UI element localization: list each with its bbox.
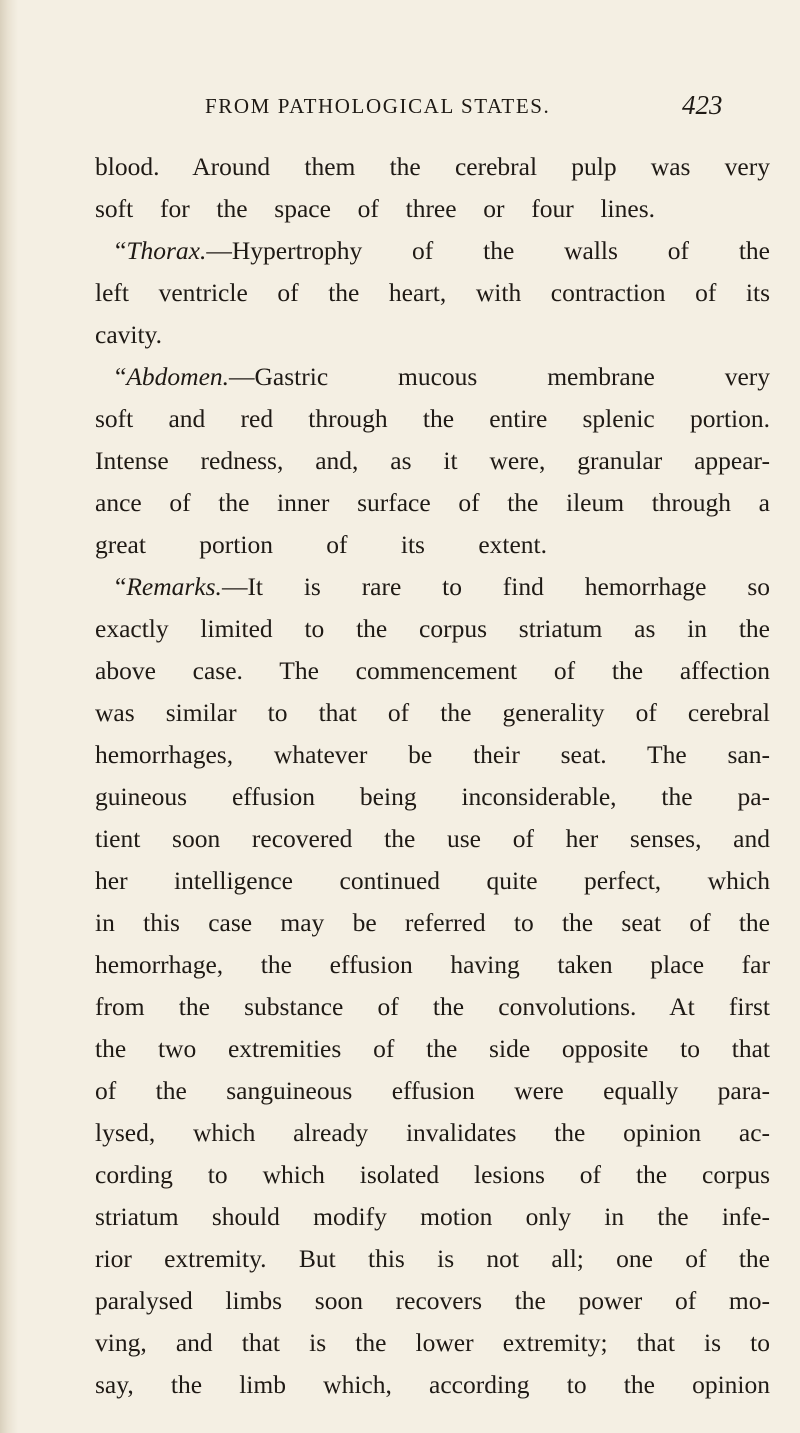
text-line: guineous effusion being inconsiderable, the pa- — [95, 782, 770, 811]
text-line: paralysed limbs soon recovers the power of mo- — [95, 1286, 770, 1315]
section-heading-abdomen: Abdomen. — [126, 362, 230, 391]
text-line: from the substance of the convolutions. At first — [95, 992, 770, 1021]
section-heading-thorax: Thorax. — [126, 236, 207, 265]
text-line: lysed, which already invalidates the opinion ac- — [95, 1118, 770, 1147]
text-line: left ventricle of the heart, with contraction of its — [95, 278, 770, 307]
text-line: above case. The commencement of the affection — [95, 656, 770, 685]
page-number: 423 — [682, 90, 723, 120]
text-line: striatum should modify motion only in the infe- — [95, 1202, 770, 1231]
text-line: say, the limb which, according to the opinion — [95, 1370, 770, 1399]
section-heading-remarks: Remarks. — [126, 572, 222, 601]
text-line: in this case may be referred to the seat of the — [95, 908, 770, 937]
text-line: hemorrhages, whatever be their seat. The san- — [95, 740, 770, 769]
binding-gutter-shadow — [0, 0, 18, 1433]
body-text — [95, 146, 770, 1406]
running-head — [0, 90, 800, 128]
text-line: “Abdomen.—Gastric mucous membrane very — [115, 362, 770, 391]
text-line: cording to which isolated lesions of the corpus — [95, 1160, 770, 1189]
text-line: “Thorax.—Hypertrophy of the walls of the — [115, 236, 770, 265]
text-line: ving, and that is the lower extremity; that is to — [95, 1328, 770, 1357]
running-head-title: FROM PATHOLOGICAL STATES. — [205, 94, 551, 118]
text-line: “Remarks.—It is rare to find hemorrhage so — [115, 572, 770, 601]
text-line: was similar to that of the generality of cerebral — [95, 698, 770, 727]
text-line: cavity. — [95, 320, 163, 349]
text-line: the two extremities of the side opposite to that — [95, 1034, 770, 1063]
text-line: great portion of its extent. — [95, 530, 547, 559]
text-line: ance of the inner surface of the ileum through a — [95, 488, 770, 517]
text-line: of the sanguineous effusion were equally para- — [95, 1076, 770, 1105]
text-line: blood. Around them the cerebral pulp was very — [95, 152, 770, 181]
text-line: soft and red through the entire splenic portion. — [95, 404, 770, 433]
text-line: Intense redness, and, as it were, granular appear- — [95, 446, 770, 475]
text-line: exactly limited to the corpus striatum as in the — [95, 614, 770, 643]
text-line: tient soon recovered the use of her senses, and — [95, 824, 770, 853]
text-line: hemorrhage, the effusion having taken place far — [95, 950, 770, 979]
text-line: rior extremity. But this is not all; one of the — [95, 1244, 770, 1273]
text-line: her intelligence continued quite perfect, which — [95, 866, 770, 895]
text-line: soft for the space of three or four lines. — [95, 194, 655, 223]
